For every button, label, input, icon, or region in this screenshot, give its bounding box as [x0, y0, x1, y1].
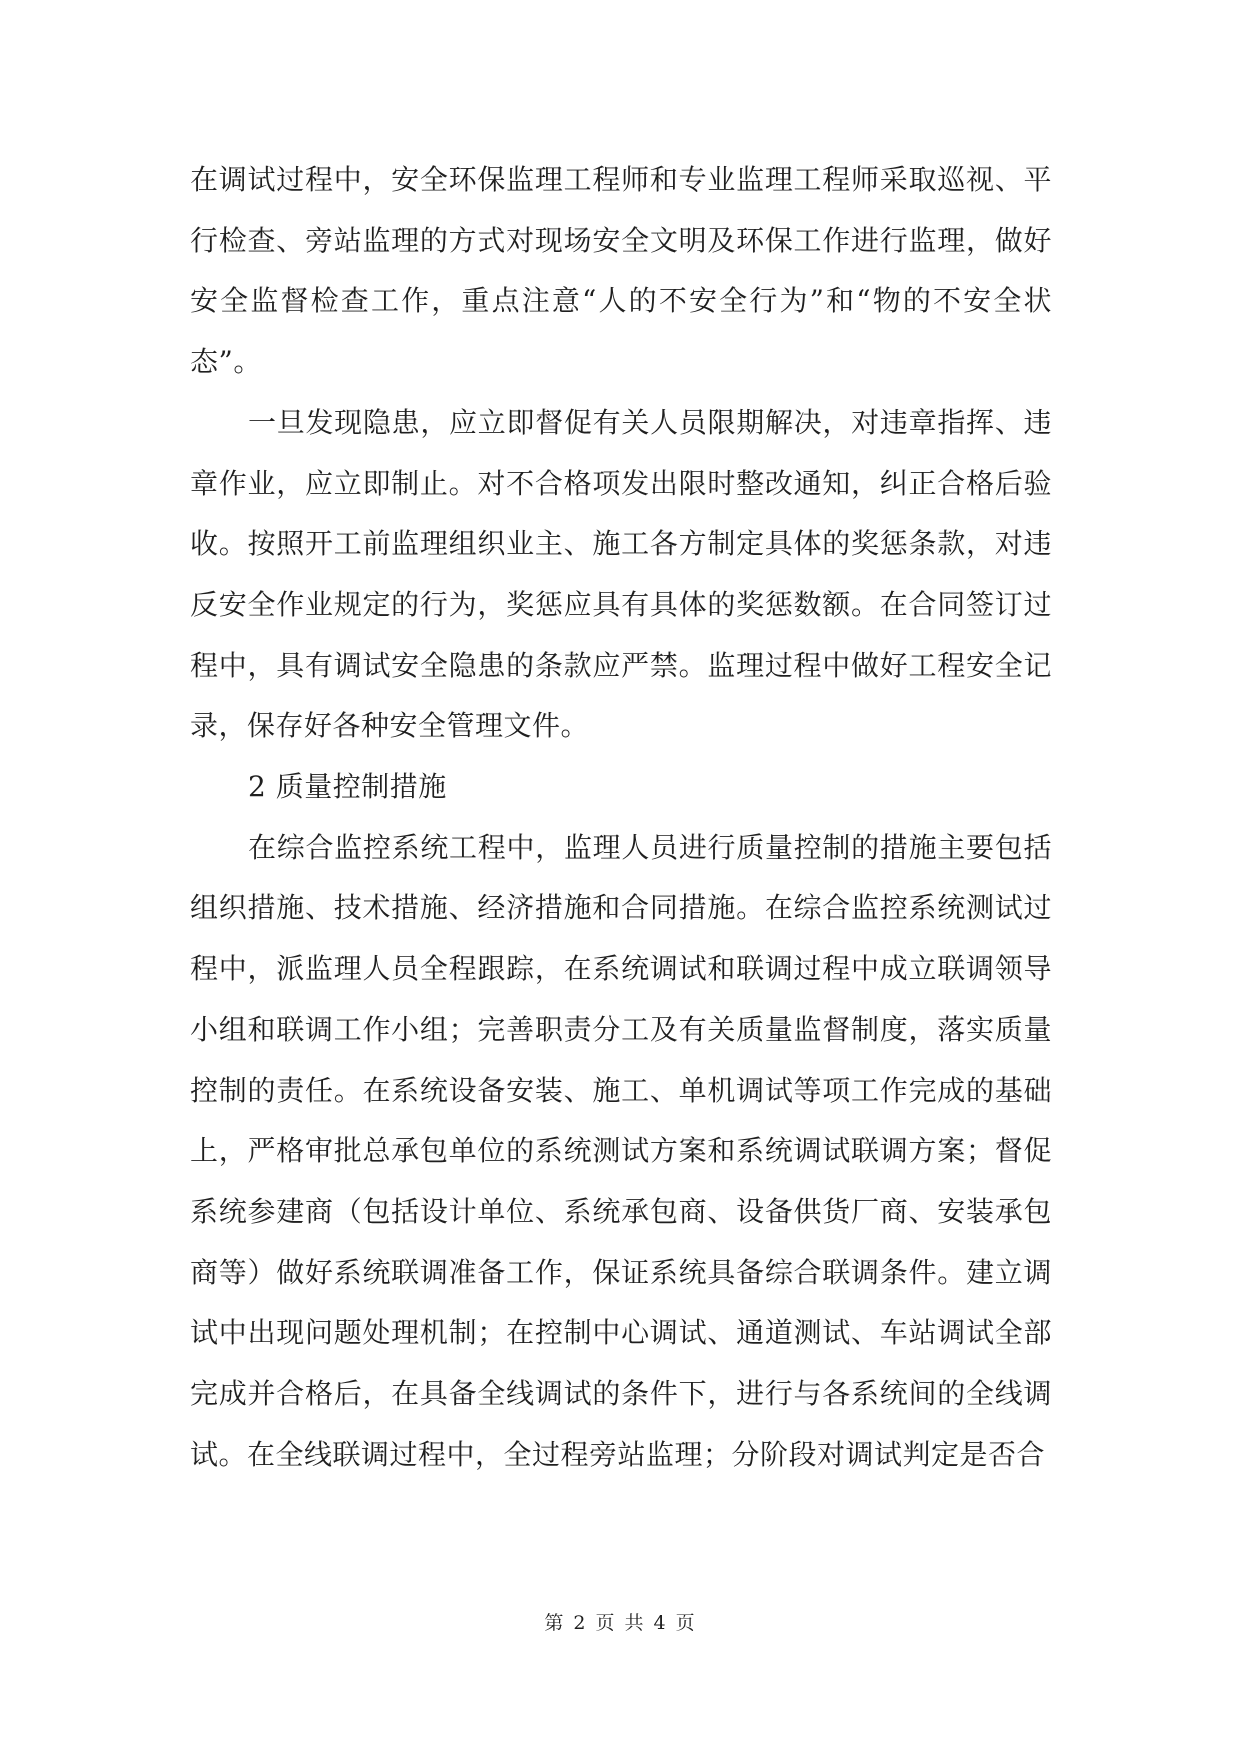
paragraph-safety-inspection: 在调试过程中，安全环保监理工程师和专业监理工程师采取巡视、平行检查、旁站监理的方式对现场安全文明及环保工作进行监理，做好安全监督检查工作，重点注意“人的不安全行为”和“物的不安全状态”。 — [190, 163, 1052, 379]
section-heading-quality-control: 2 质量控制措施 — [248, 770, 447, 804]
paragraph-quality-control-measures: 在综合监控系统工程中，监理人员进行质量控制的措施主要包括组织措施、技术措施、经济措施和合同措施。在综合监控系统测试过程中，派监理人员全程跟踪，在系统调试和联调过程中成立联调领导小组和联调工作小组；完善职责分工及有关质量监督制度，落实质量控制的责任。在系统设备安装、施工、单机调试等项工作完成的基础上，严格审批总承包单位的系统测试方案和系统调试联调方案；督促系统参建商（包括设计单位、系统承包商、设备供货厂商、安装承包商等）做好系统联调准备工作，保证系统具备综合联调条件。建立调试中出现问题处理机制；在控制中心调试、通道测试、车站调试全部完成并合格后，在具备全线调试的条件下，进行与各系统间的全线调试。在全线联调过程中，全过程旁站监理；分阶段对调试判定是否合 — [190, 830, 1052, 1471]
paragraph-hazard-handling: 一旦发现隐患，应立即督促有关人员限期解决，对违章指挥、违章作业，应立即制止。对不合格项发出限时整改通知，纠正合格后验收。按照开工前监理组织业主、施工各方制定具体的奖惩条款，对违反安全作业规定的行为，奖惩应具有具体的奖惩数额。在合同签订过程中，具有调试安全隐患的条款应严禁。监理过程中做好工程安全记录，保存好各种安全管理文件。 — [190, 405, 1052, 743]
page-number-footer: 第 2 页 共 4 页 — [544, 1612, 697, 1634]
document-body — [190, 150, 1052, 1485]
